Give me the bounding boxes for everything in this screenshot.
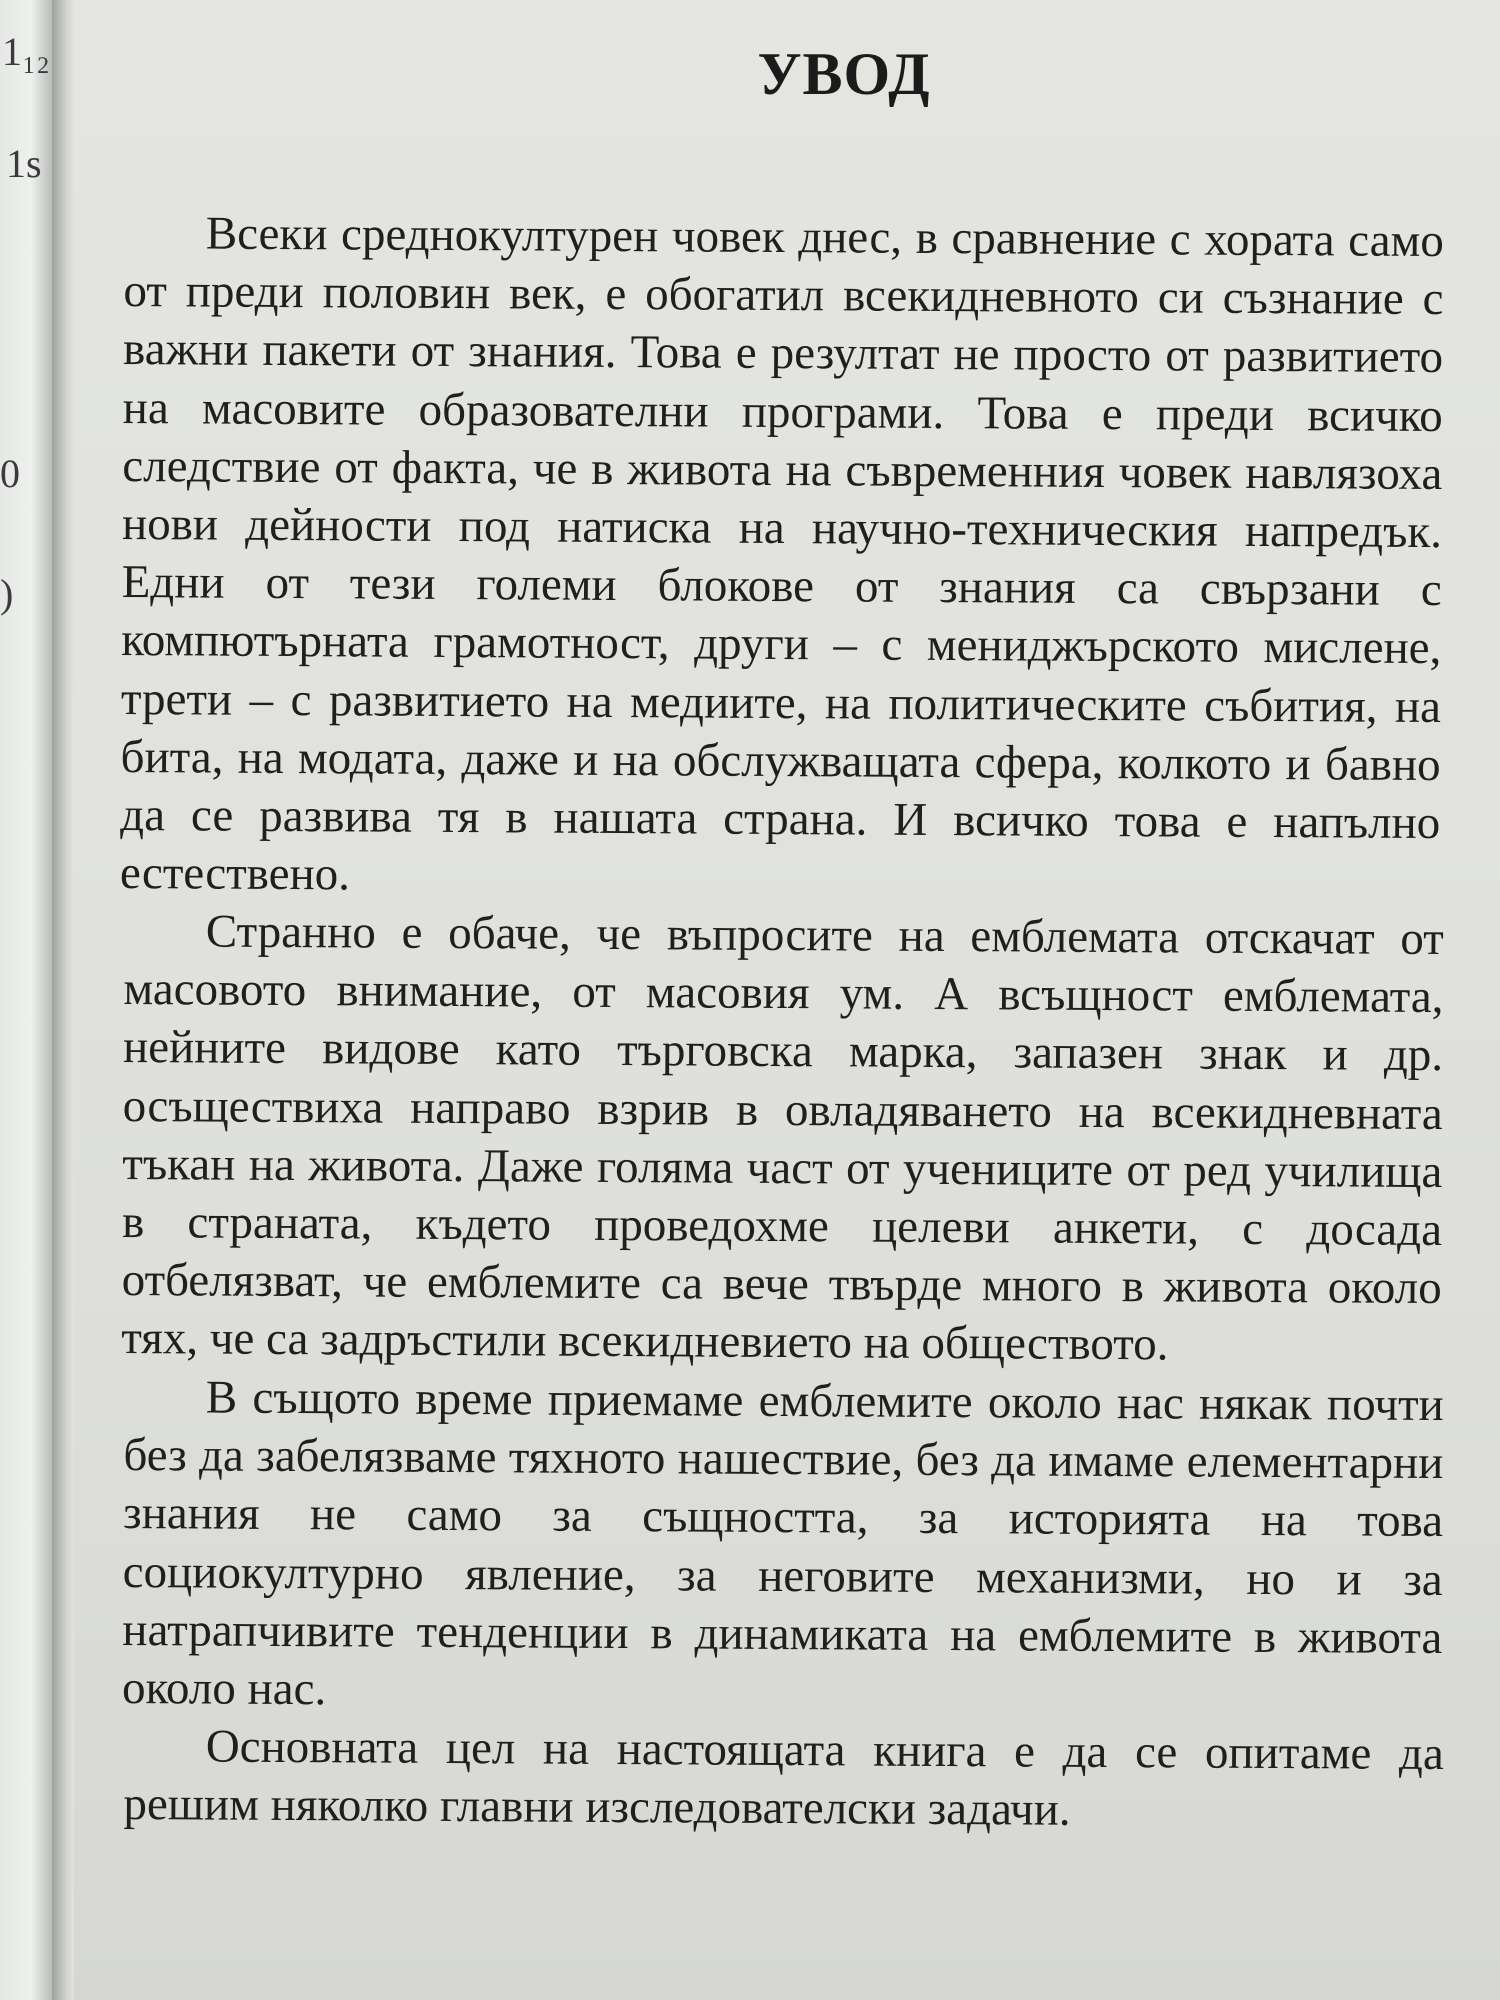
margin-fragment: ) (0, 571, 14, 616)
book-gutter (52, 0, 74, 2000)
paragraph: Странно е обаче, че въпросите на емблемата отскачат от масовото внимание, от масовия ум. А всъщност емблемата, нейните видове като търговска марка, запазен знак и др. осъществиха направо взрив в овладяването на всекидневната тъкан на живота. Даже голяма част от учениците от ред училища в страната, където проведохме целеви анкети, с досада отбелязват, че емблемите са вече твърде много в живота около тях, че са задръстили всекидневието на обществото. (121, 905, 1444, 1372)
paragraph: Всеки среднокултурен човек днес, в сравнение с хората само от преди половин век, е обогатил всекидневното си съзнание с важни пакети от знания. Това е резултат не просто от развитието на масовите образователни програми. Това е преди всичко следствие от факта, че в живота на съвременния човек навлязоха нови дейности под натиска на научно-техническия напредък. Едни от тези големи блокове от знания са свързани с компютърната грамотност, други – с мениджърското мислене, трети – с развитието на медиите, на политическите събития, на бита, на модата, даже и на обслужващата сфера, колкото и бавно да се развива тя в нашата страна. И всичко това е напълно естествено. (119, 207, 1444, 901)
margin-fragment: 0 (0, 451, 20, 496)
margin-fragment: 1₁₂ (2, 29, 50, 74)
paragraph: Основната цел на настоящата книга е да се опитаме да решим няколко главни изследователски задачи. (123, 1720, 1444, 1837)
adjacent-page-edge (0, 0, 52, 2000)
book-page (74, 0, 1500, 2000)
page-content (119, 40, 1474, 1837)
paragraph: В същото време приемаме емблемите около нас някак почти без да забелязваме тяхното нашествие, без да имаме елементарни знания не само за същността, за историята на това социокултурно явление, за неговите механизми, но и за натрапчивите тенденции в динамиката на емблемите в живота около нас. (121, 1371, 1444, 1716)
margin-fragment: 1ѕ (6, 141, 42, 186)
page-title: УВОД (757, 41, 931, 107)
